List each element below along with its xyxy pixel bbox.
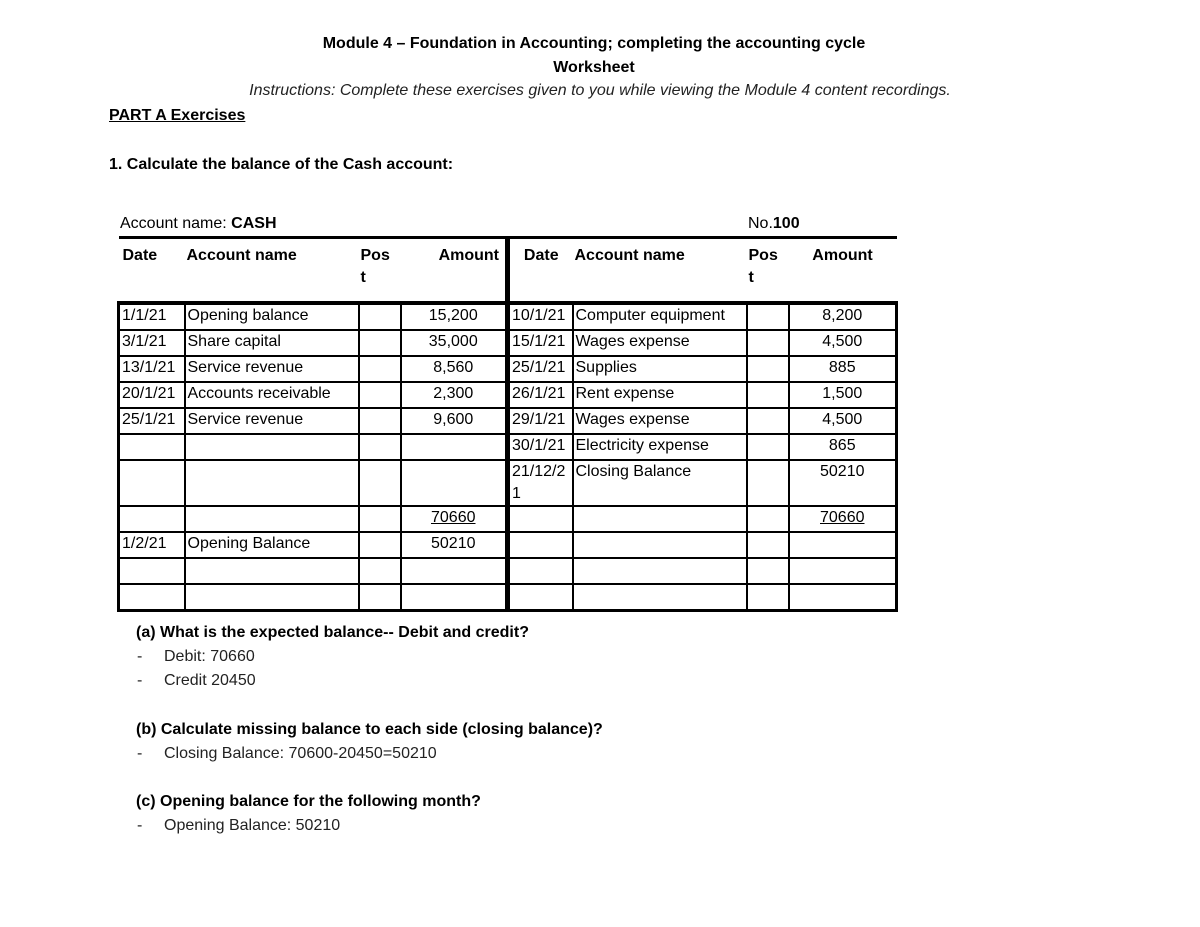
ledger-row	[119, 558, 897, 584]
debit-post-cell	[359, 408, 401, 434]
credit-account-cell: Computer equipment	[573, 303, 747, 330]
credit-account-cell	[573, 558, 747, 584]
debit-amount-cell: 2,300	[401, 382, 508, 408]
document-subtitle: Worksheet	[553, 59, 635, 76]
question-b: (b) Calculate missing balance to each side (closing balance)?	[136, 721, 603, 738]
credit-post-cell	[747, 460, 789, 506]
answer-text: Opening Balance: 50210	[164, 817, 341, 834]
credit-amount-cell	[789, 532, 897, 558]
debit-date-cell	[119, 506, 185, 532]
debit-date-cell: 25/1/21	[119, 408, 185, 434]
debit-amount-cell: 35,000	[401, 330, 508, 356]
account-name-caption: Account name:	[120, 215, 232, 232]
credit-account-cell	[573, 584, 747, 611]
debit-amount-cell	[401, 460, 508, 506]
credit-date-cell	[508, 506, 573, 532]
instructions: Instructions: Complete these exercises given to you while viewing the Module 4 content recordings.	[249, 82, 951, 99]
debit-post-cell	[359, 303, 401, 330]
credit-amount-cell: 4,500	[789, 408, 897, 434]
ledger-header-row	[119, 238, 897, 304]
credit-amount-cell: 1,500	[789, 382, 897, 408]
debit-account-cell: Accounts receivable	[185, 382, 359, 408]
debit-date-cell: 1/1/21	[119, 303, 185, 330]
account-name-label	[120, 215, 277, 233]
credit-amount-cell: 885	[789, 356, 897, 382]
credit-post-cell	[747, 408, 789, 434]
debit-post-cell	[359, 382, 401, 408]
credit-amount-cell: 865	[789, 434, 897, 460]
debit-amount-cell: 15,200	[401, 303, 508, 330]
debit-account-cell	[185, 460, 359, 506]
debit-amount-cell: 8,560	[401, 356, 508, 382]
ledger-row	[119, 303, 897, 330]
credit-date-cell: 25/1/21	[508, 356, 573, 382]
account-number-value: 100	[772, 215, 800, 232]
credit-post-cell	[747, 584, 789, 611]
question-1: 1. Calculate the balance of the Cash account:	[109, 156, 454, 173]
debit-post-cell	[359, 558, 401, 584]
part-a-heading: PART A Exercises	[109, 107, 246, 124]
credit-account-cell: Supplies	[573, 356, 747, 382]
answer-bullet: -	[137, 817, 143, 834]
answer-text: Credit 20450	[164, 672, 256, 689]
credit-date-cell	[508, 584, 573, 611]
credit-account-cell: Rent expense	[573, 382, 747, 408]
ledger-row	[119, 532, 897, 558]
cash-ledger-table	[117, 236, 898, 612]
debit-account-cell: Opening balance	[185, 303, 359, 330]
credit-account-cell: Closing Balance	[573, 460, 747, 506]
ledger-row	[119, 356, 897, 382]
debit-account-cell	[185, 506, 359, 532]
debit-post-cell	[359, 460, 401, 506]
question-c: (c) Opening balance for the following month?	[136, 793, 481, 810]
document-title: Module 4 – Foundation in Accounting; completing the accounting cycle	[322, 35, 866, 52]
debit-account-cell	[185, 434, 359, 460]
credit-date-cell: 21/12/2 1	[508, 460, 573, 506]
answer-bullet: -	[137, 672, 143, 689]
ledger-row	[119, 382, 897, 408]
debit-account-cell: Service revenue	[185, 408, 359, 434]
ledger-row	[119, 434, 897, 460]
credit-post-cell	[747, 382, 789, 408]
debit-date-cell: 13/1/21	[119, 356, 185, 382]
account-name-value: CASH	[231, 215, 277, 232]
credit-post-cell	[747, 532, 789, 558]
credit-account-cell: Wages expense	[573, 408, 747, 434]
credit-account-cell: Electricity expense	[573, 434, 747, 460]
debit-post-cell	[359, 532, 401, 558]
account-number-caption: No.	[748, 215, 773, 232]
debit-account-header: Account name	[185, 238, 359, 304]
credit-amount-cell	[789, 584, 897, 611]
debit-post-cell	[359, 506, 401, 532]
credit-amount-cell: 4,500	[789, 330, 897, 356]
credit-date-cell: 30/1/21	[508, 434, 573, 460]
credit-date-cell	[508, 558, 573, 584]
debit-amount-cell	[401, 584, 508, 611]
debit-date-cell: 3/1/21	[119, 330, 185, 356]
credit-account-cell	[573, 532, 747, 558]
credit-date-cell: 15/1/21	[508, 330, 573, 356]
debit-post-cell	[359, 330, 401, 356]
debit-account-cell: Opening Balance	[185, 532, 359, 558]
debit-account-cell	[185, 558, 359, 584]
debit-date-cell: 1/2/21	[119, 532, 185, 558]
credit-account-cell: Wages expense	[573, 330, 747, 356]
credit-post-cell	[747, 506, 789, 532]
credit-date-header: Date	[508, 238, 573, 304]
credit-amount-header: Amount	[789, 238, 897, 304]
credit-post-cell	[747, 558, 789, 584]
debit-amount-cell: 50210	[401, 532, 508, 558]
answer-text: Closing Balance: 70600-20450=50210	[164, 745, 437, 762]
debit-date-cell	[119, 460, 185, 506]
debit-date-cell	[119, 434, 185, 460]
credit-post-cell	[747, 434, 789, 460]
debit-amount-cell: 70660	[401, 506, 508, 532]
debit-date-cell	[119, 558, 185, 584]
ledger-row	[119, 408, 897, 434]
credit-date-cell	[508, 532, 573, 558]
debit-date-cell	[119, 584, 185, 611]
debit-post-header: Pos t	[359, 238, 401, 304]
credit-amount-cell	[789, 558, 897, 584]
debit-amount-header: Amount	[401, 238, 508, 304]
debit-account-cell: Share capital	[185, 330, 359, 356]
debit-amount-cell	[401, 434, 508, 460]
ledger-row	[119, 506, 897, 532]
debit-account-cell: Service revenue	[185, 356, 359, 382]
debit-date-cell: 20/1/21	[119, 382, 185, 408]
ledger-row	[119, 460, 897, 506]
credit-post-cell	[747, 303, 789, 330]
debit-date-header: Date	[119, 238, 185, 304]
debit-post-cell	[359, 434, 401, 460]
credit-amount-cell: 8,200	[789, 303, 897, 330]
credit-account-header: Account name	[573, 238, 747, 304]
credit-post-cell	[747, 330, 789, 356]
credit-amount-cell: 50210	[789, 460, 897, 506]
debit-amount-cell: 9,600	[401, 408, 508, 434]
answer-text: Debit: 70660	[164, 648, 255, 665]
credit-date-cell: 26/1/21	[508, 382, 573, 408]
credit-post-header: Pos t	[747, 238, 789, 304]
credit-account-cell	[573, 506, 747, 532]
account-number	[748, 215, 800, 233]
answer-bullet: -	[137, 648, 143, 665]
credit-amount-cell: 70660	[789, 506, 897, 532]
credit-post-cell	[747, 356, 789, 382]
credit-date-cell: 29/1/21	[508, 408, 573, 434]
debit-post-cell	[359, 356, 401, 382]
debit-amount-cell	[401, 558, 508, 584]
debit-post-cell	[359, 584, 401, 611]
question-a: (a) What is the expected balance-- Debit and credit?	[136, 624, 529, 641]
answer-bullet: -	[137, 745, 143, 762]
debit-account-cell	[185, 584, 359, 611]
ledger-row	[119, 584, 897, 611]
credit-date-cell: 10/1/21	[508, 303, 573, 330]
ledger-row	[119, 330, 897, 356]
